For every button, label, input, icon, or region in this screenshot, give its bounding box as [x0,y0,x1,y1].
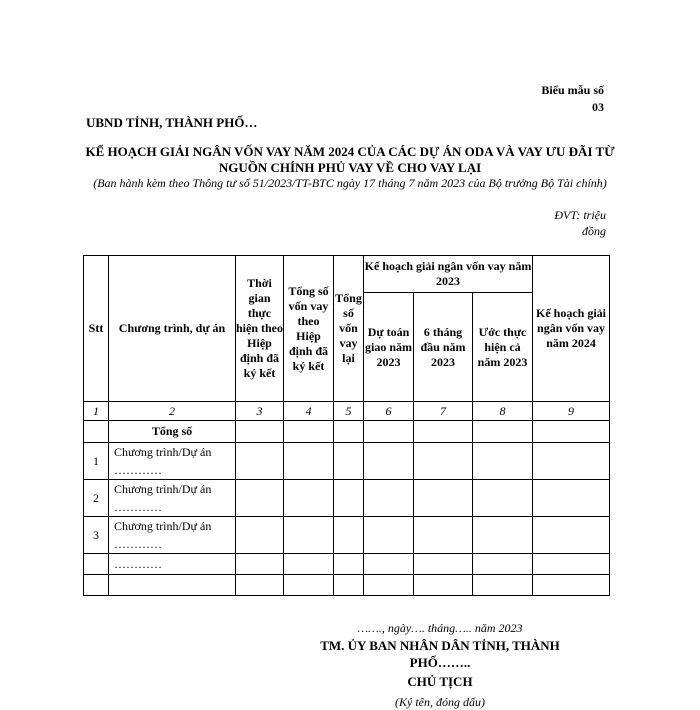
unit-line-2: đồng [582,224,606,238]
table-cell [414,554,473,575]
signature-block [300,620,580,710]
column-number: 5 [334,402,364,421]
column-number: 3 [236,402,284,421]
extra-dots: ………… [109,554,236,575]
program-label: Chương trình/Dự án [114,519,212,533]
table-row [84,443,610,480]
table-cell [84,575,109,596]
column-number: 1 [84,402,109,421]
program-label: Chương trình/Dự án [114,445,212,459]
table-cell [334,480,364,517]
table-cell [533,554,610,575]
table-cell [473,443,533,480]
signature-note: (Ký tên, đóng dấu) [395,695,485,709]
column-number: 8 [473,402,533,421]
table-cell [364,443,414,480]
table-cell [236,554,284,575]
table-cell [533,443,610,480]
column-number: 6 [364,402,414,421]
signatory-organization [300,637,580,671]
col-header-duration: Thời gian thực hiện theo Hiệp định đã ký kết [236,256,284,402]
program-label: Chương trình/Dự án [114,482,212,496]
document-title: KẾ HOẠCH GIẢI NGÂN VỐN VAY NĂM 2024 CỦA CÁC DỰ ÁN ODA VÀ VAY ƯU ĐÃI TỪ NGUỒN CHÍNH PHỦ VAY VỀ CHO VAY LẠI [85,144,615,175]
table-cell [284,575,334,596]
total-row [84,421,610,443]
table-cell [414,575,473,596]
table-cell [236,421,284,443]
col-header-six-months-2023: 6 tháng đầu năm 2023 [414,293,473,402]
total-label: Tổng số [109,421,236,443]
col-header-total-loan-repaid: Tổng số vốn vay lại [334,256,364,402]
table-cell [473,517,533,554]
program-dots: ………… [114,537,162,551]
row-program [109,517,236,554]
program-dots: ………… [114,500,162,514]
document-subtitle: (Ban hành kèm theo Thông tư số 51/2023/TT-BTC ngày 17 tháng 7 năm 2023 của Bộ trưởng Bộ Tài chính) [93,176,607,190]
table-row [84,480,610,517]
col-header-total-loan: Tổng số vốn vay theo Hiệp định đã ký kết [284,256,334,402]
table-cell [284,443,334,480]
table-cell [284,517,334,554]
table-cell [109,575,236,596]
unit-line-1: ĐVT: triệu [554,208,606,222]
column-number: 2 [109,402,236,421]
signatory-role: CHỦ TỊCH [407,674,473,689]
form-label-text: Biểu mẫu số [541,83,604,97]
col-header-plan-2023-group: Kế hoạch giải ngân vốn vay năm 2023 [364,256,533,293]
table-cell [473,421,533,443]
table-cell [364,554,414,575]
signatory-org-line-1: TM. ỦY BAN NHÂN DÂN TỈNH, THÀNH [320,638,560,653]
table-cell [473,554,533,575]
disbursement-plan-table [83,255,610,596]
row-program [109,480,236,517]
col-header-stt: Stt [84,256,109,402]
column-number: 9 [533,402,610,421]
table-cell [334,554,364,575]
table-cell [364,517,414,554]
table-row [84,517,610,554]
table-cell [533,480,610,517]
table-cell [414,421,473,443]
row-stt: 2 [84,480,109,517]
table-cell [236,480,284,517]
column-number: 7 [414,402,473,421]
column-number: 4 [284,402,334,421]
table-cell [334,421,364,443]
column-number-row [84,402,610,421]
signatory-org-line-2: PHỐ…….. [409,655,471,670]
table-cell [414,517,473,554]
col-header-estimate-2023: Dự toán giao năm 2023 [364,293,414,402]
table-cell [533,517,610,554]
table-cell [84,554,109,575]
table-cell [473,575,533,596]
table-cell [334,575,364,596]
table-row [84,575,610,596]
table-cell [364,480,414,517]
table-cell [414,443,473,480]
row-stt: 1 [84,443,109,480]
program-dots: ………… [114,463,162,477]
table-cell [236,575,284,596]
table-cell [364,575,414,596]
form-number-value: 03 [592,100,604,114]
table-cell [364,421,414,443]
table-row [84,554,610,575]
table-cell [236,443,284,480]
table-cell [414,480,473,517]
table-cell [284,421,334,443]
table-cell [334,517,364,554]
col-header-estimate-full-2023: Ước thực hiện cả năm 2023 [473,293,533,402]
form-number-label [514,82,604,116]
unit-label [526,207,606,239]
table-cell [334,443,364,480]
row-program [109,443,236,480]
col-header-plan-2024: Kế hoạch giải ngân vốn vay năm 2024 [533,256,610,402]
table-cell [236,517,284,554]
table-cell [533,421,610,443]
agency-name: UBND TỈNH, THÀNH PHỐ… [86,115,258,130]
table-cell [284,480,334,517]
col-header-program: Chương trình, dự án [109,256,236,402]
table-cell [473,480,533,517]
signature-date: ……., ngày…. tháng….. năm 2023 [357,621,523,635]
table-cell [84,421,109,443]
row-stt: 3 [84,517,109,554]
table-cell [284,554,334,575]
table-cell [533,575,610,596]
